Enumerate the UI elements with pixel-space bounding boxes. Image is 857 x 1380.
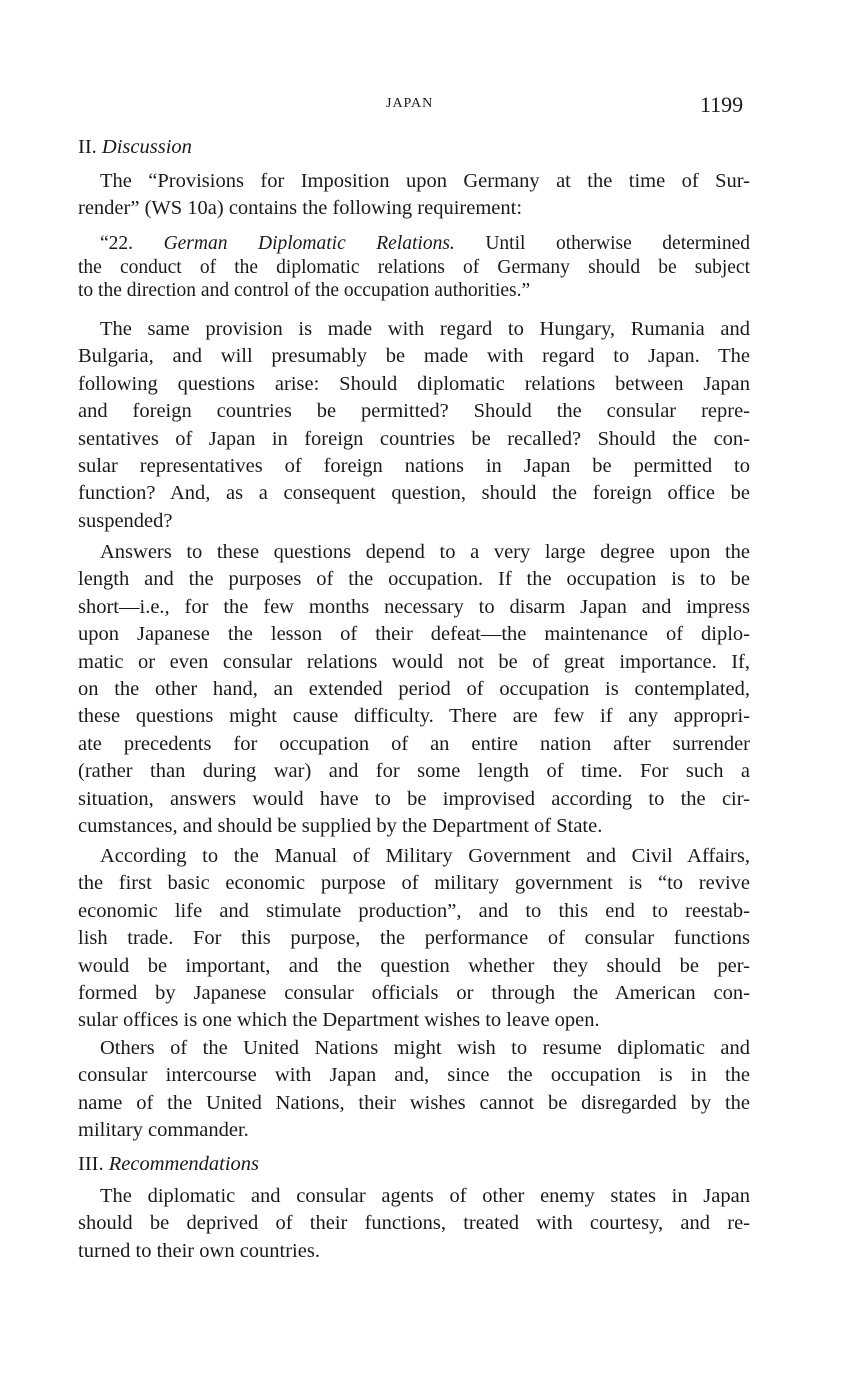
text-line: sular offices is one which the Department wishes to leave open.	[78, 1009, 600, 1032]
text-line: these questions might cause difficulty. There are few if any appropri-	[78, 705, 750, 728]
text-line: sular representatives of foreign nations in Japan be permitted to	[78, 455, 750, 478]
text-line: sentatives of Japan in foreign countries be recalled? Should the con-	[78, 427, 750, 450]
text-line: The same provision is made with regard to Hungary, Rumania and	[100, 318, 750, 340]
paragraph	[78, 1183, 750, 1265]
italic-text: Recommendations	[108, 1153, 260, 1175]
text-segment: III.	[78, 1153, 109, 1175]
text-line: situation, answers would have to be improvised according to the cir-	[78, 787, 750, 810]
section-heading	[78, 134, 750, 161]
text-line: cumstances, and should be supplied by the Department of State.	[78, 815, 603, 838]
text-line	[78, 232, 750, 256]
text-line: matic or even consular relations would not be of great importance. If,	[78, 650, 750, 673]
text-line: economic life and stimulate production”, and to this end to reestab-	[78, 899, 750, 922]
block-quote	[78, 232, 750, 303]
text-line: should be deprived of their functions, treated with courtesy, and re-	[78, 1212, 750, 1235]
text-line: Others of the United Nations might wish to resume diplomatic and	[100, 1037, 750, 1059]
text-line: ate precedents for occupation of an entire nation after surrender	[78, 732, 750, 755]
paragraph	[78, 843, 750, 1035]
text-segment: II.	[78, 136, 102, 158]
text-line	[78, 1151, 750, 1178]
text-segment: Until otherwise determined	[454, 233, 751, 254]
italic-text: German Diplomatic Relations.	[163, 233, 455, 254]
text-line: The “Provisions for Imposition upon Germany at the time of Sur-	[100, 170, 750, 192]
text-line: the first basic economic purpose of military government is “to revive	[78, 872, 750, 895]
text-line: to the direction and control of the occupation authorities.”	[78, 280, 531, 301]
text-line: military commander.	[78, 1119, 249, 1142]
text-line: function? And, as a consequent question, should the foreign office be	[78, 482, 750, 505]
text-line	[78, 134, 750, 161]
text-line: would be important, and the question whether they should be per-	[78, 954, 750, 977]
text-line: upon Japanese the lesson of their defeat—the maintenance of diplo-	[78, 623, 750, 646]
text-line: name of the United Nations, their wishes cannot be disregarded by the	[78, 1091, 750, 1114]
text-line: Answers to these questions depend to a very large degree upon the	[100, 541, 750, 563]
text-line: and foreign countries be permitted? Should the consular repre-	[78, 400, 750, 423]
page-number: 1199	[700, 92, 744, 117]
italic-text: Discussion	[101, 136, 192, 158]
text-line: short—i.e., for the few months necessary to disarm Japan and impress	[78, 595, 750, 618]
text-line: Bulgaria, and will presumably be made with regard to Japan. The	[78, 345, 750, 368]
paragraph	[78, 1035, 750, 1145]
text-line: on the other hand, an extended period of occupation is contemplated,	[78, 678, 750, 701]
running-head-title: JAPAN	[386, 96, 434, 111]
text-line: suspended?	[78, 509, 173, 532]
text-line: consular intercourse with Japan and, since the occupation is in the	[78, 1064, 750, 1087]
paragraph	[78, 539, 750, 840]
paragraph	[78, 316, 750, 535]
text-line: render” (WS 10a) contains the following requirement:	[78, 197, 523, 220]
text-line: According to the Manual of Military Government and Civil Affairs,	[100, 845, 750, 867]
text-line: turned to their own countries.	[78, 1239, 320, 1262]
text-line: (rather than during war) and for some length of time. For such a	[78, 760, 750, 783]
text-line: formed by Japanese consular officials or through the American con-	[78, 982, 750, 1005]
section-heading	[78, 1151, 750, 1178]
text-line: the conduct of the diplomatic relations of Germany should be subject	[78, 256, 750, 278]
text-line: length and the purposes of the occupation. If the occupation is to be	[78, 568, 750, 591]
running-head	[0, 92, 857, 122]
text-line: The diplomatic and consular agents of other enemy states in Japan	[100, 1185, 750, 1207]
text-line: following questions arise: Should diplomatic relations between Japan	[78, 372, 750, 395]
text-segment: “22.	[100, 233, 164, 254]
text-line: lish trade. For this purpose, the performance of consular functions	[78, 927, 750, 950]
paragraph	[78, 168, 750, 223]
